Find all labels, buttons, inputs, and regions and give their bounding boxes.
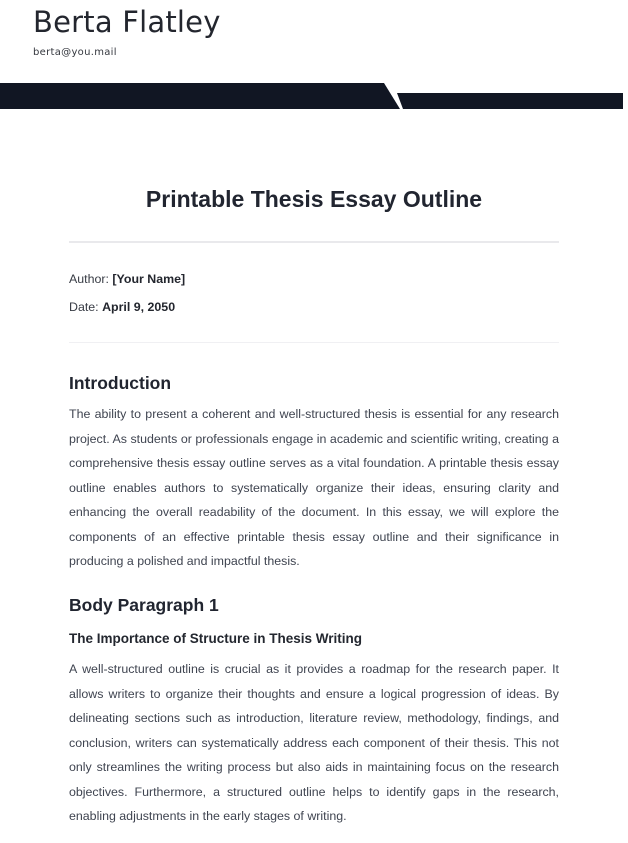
sender-email: berta@you.mail <box>33 47 117 58</box>
author-value: [Your Name] <box>112 272 186 286</box>
date-label: Date: <box>69 300 99 314</box>
letterhead-banner-right-stripe <box>397 93 623 109</box>
sender-name: Berta Flatley <box>33 5 221 39</box>
date-line <box>69 299 559 315</box>
section-subheading-body-paragraph-1: The Importance of Structure in Thesis Writing <box>69 631 363 646</box>
meta-divider <box>69 342 559 343</box>
section-paragraph-introduction: The ability to present a coherent and well-structured thesis is essential for any research project. As students or professionals engage in academic and scientific writing, creating a comprehensive thesis essay outline serves as a vital foundation. A printable thesis essay outline enables authors to systematically organize their ideas, ensuring clarity and enhancing the overall readability of the document. In this essay, we will explore the components of an effective printable thesis essay outline and their significance in producing a polished and impactful thesis. <box>69 407 559 568</box>
author-label: Author: <box>69 272 109 286</box>
section-heading-introduction: Introduction <box>69 373 172 393</box>
title-divider <box>69 241 559 243</box>
section-paragraph-body-paragraph-1: A well-structured outline is crucial as it provides a roadmap for the research paper. It allows writers to organize their thoughts and ensure a logical progression of ideas. By delineating sections such as introduction, literature review, methodology, findings, and conclusion, writers can systematically address each component of their thesis. This not only streamlines the writing process but also aids in maintaining focus on the research objectives. Furthermore, a structured outline helps to identify gaps in the research, enabling adjustments in the early stages of writing. <box>69 662 559 823</box>
author-line <box>69 271 559 287</box>
letterhead-banner-left-stripe <box>0 83 400 109</box>
date-value: April 9, 2050 <box>102 300 176 314</box>
section-heading-body-paragraph-1: Body Paragraph 1 <box>69 595 219 615</box>
document-title: Printable Thesis Essay Outline <box>145 186 483 212</box>
